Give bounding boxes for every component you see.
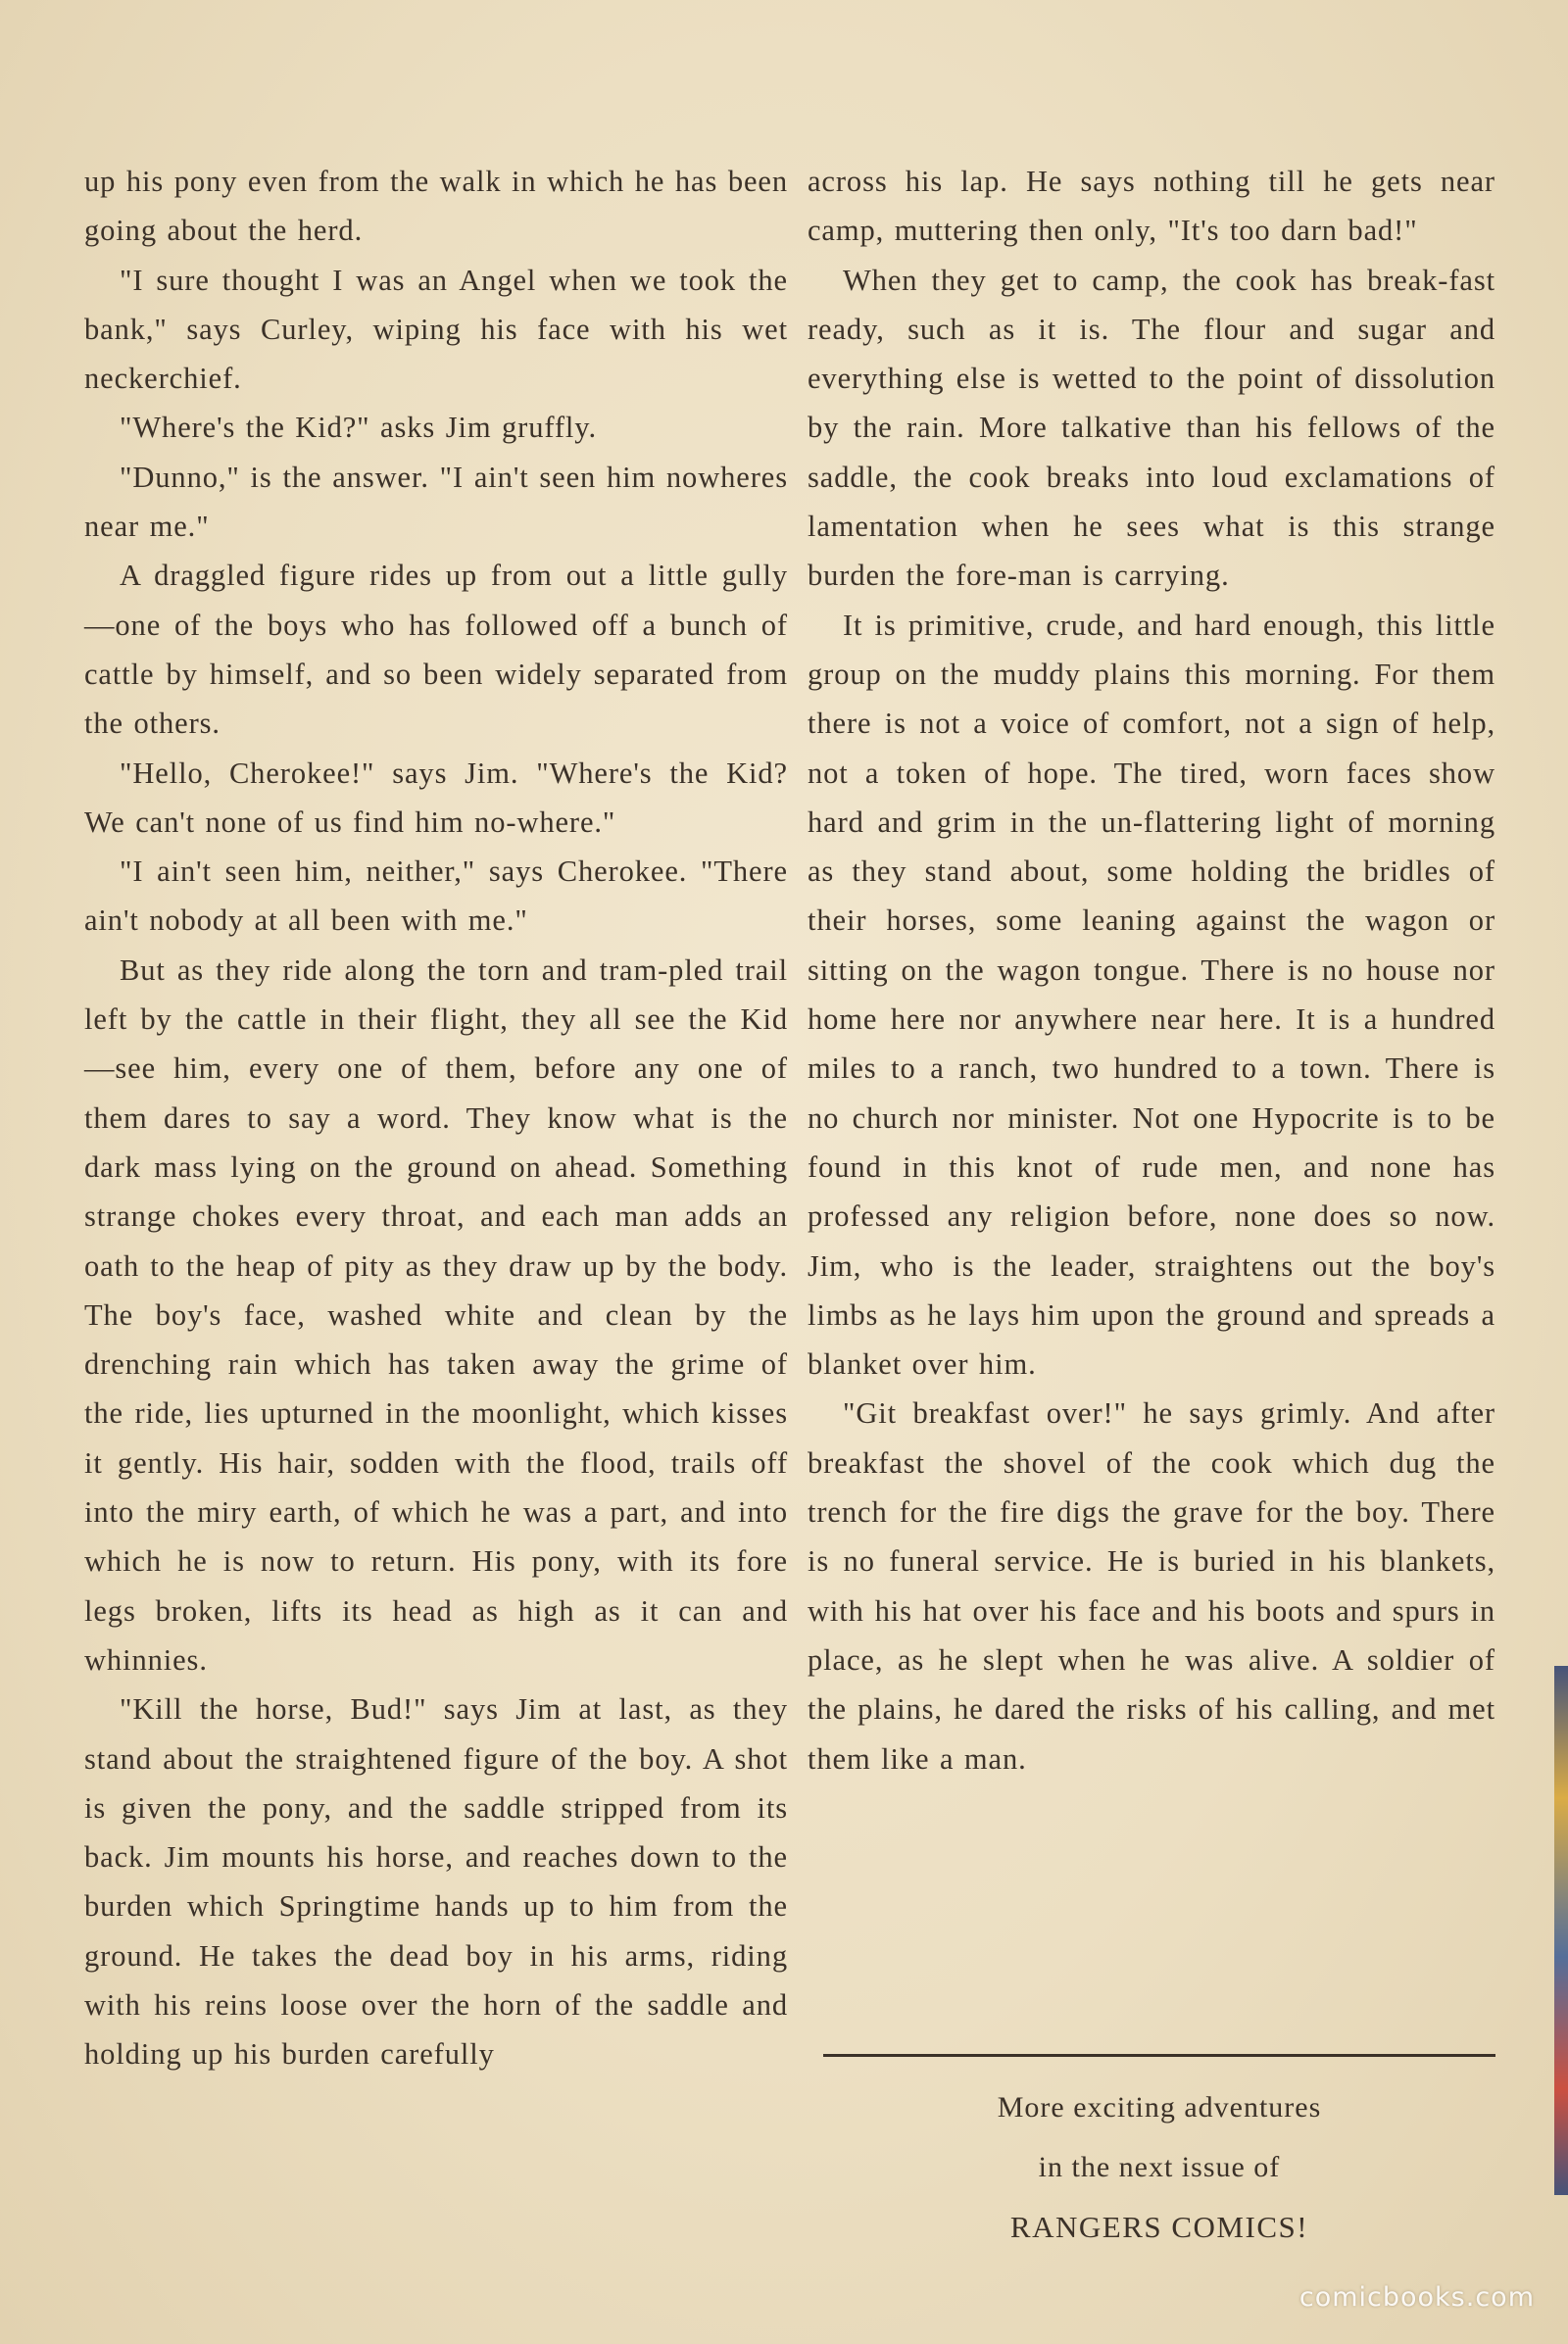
paragraph: "I ain't seen him, neither," says Cherokee. "There ain't nobody at all been with me."	[84, 855, 788, 938]
teaser-line: More exciting adventures	[997, 2091, 1322, 2124]
paragraph: "Hello, Cherokee!" says Jim. "Where's the Kid? We can't none of us find him no-where."	[84, 756, 788, 839]
watermark-text: comicbooks.com	[1298, 2282, 1535, 2313]
left-text-column	[84, 157, 788, 2079]
paragraph: "Dunno," is the answer. "I ain't seen him nowheres near me."	[84, 460, 788, 544]
paragraph: across his lap. He says nothing till he gets near camp, muttering then only, "It's too darn bad!"	[808, 165, 1495, 248]
adjacent-page-edge	[1554, 1666, 1568, 2195]
paragraph: "I sure thought I was an Angel when we took the bank," says Curley, wiping his face with his wet neckerchief.	[84, 263, 788, 396]
paragraph: But as they ride along the torn and tram-pled trail left by the cattle in their flight, they all see the Kid—see him, every one of them, before any one of them dares to say a word. They know what is the dark mass lying on the ground on ahead. Something strange chokes every throat, and each man adds an oath to the heap of pity as they draw up by the body. The boy's face, washed white and clean by the drenching rain which has taken away the grime of the ride, lies upturned in the moonlight, which kisses it gently. His hair, sodden with the flood, trails off into the miry earth, of which he was a part, and into which he is now to return. His pony, with its fore legs broken, lifts its head as high as it can and whinnies.	[84, 952, 788, 1677]
right-text-column	[808, 157, 1495, 1783]
paragraph: "Where's the Kid?" asks Jim gruffly.	[120, 411, 597, 445]
paragraph: up his pony even from the walk in which he has been going about the herd.	[84, 165, 788, 248]
paragraph: When they get to camp, the cook has break-fast ready, such as it is. The flour and sugar and everything else is wetted to the point of dissolution by the rain. More talkative than his fellows of the saddle, the cook breaks into loud exclamations of lamentation when he sees what is this strange burden the fore-man is carrying.	[808, 263, 1495, 593]
teaser-title: RANGERS COMICS!	[1009, 2210, 1309, 2244]
paragraph: It is primitive, crude, and hard enough, this little group on the muddy plains this morning. For them there is not a voice of comfort, not a sign of help, not a token of hope. The tired, worn faces show hard and grim in the un-flattering light of morning as they stand about, some holding the bridles of their horses, some leaning against the wagon or sitting on the wagon tongue. There is no house nor home here nor anywhere near here. It is a hundred miles to a ranch, two hundred to a town. There is no church nor minister. Not one Hypocrite is to be found in this knot of rude men, and none has professed any religion before, none does so now. Jim, who is the leader, straightens out the boy's limbs as he lays him upon the ground and spreads a blanket over him.	[808, 608, 1495, 1382]
paragraph: "Kill the horse, Bud!" says Jim at last, as they stand about the straightened figure of the boy. A shot is given the pony, and the saddle stripped from its back. Jim mounts his horse, and reaches down to the burden which Springtime hands up to him from the ground. He takes the dead boy in his arms, riding with his reins loose over the horn of the saddle and holding up his burden carefully	[84, 1692, 788, 2072]
section-divider	[823, 2054, 1495, 2057]
teaser-line: in the next issue of	[1038, 2151, 1281, 2183]
paragraph: "Git breakfast over!" he says grimly. And after breakfast the shovel of the cook which dug the trench for the fire digs the grave for the boy. There is no funeral service. He is buried in his blankets, with his hat over his face and his boots and spurs in place, as he slept when he was alive. A soldier of the plains, he dared the risks of his calling, and met them like a man.	[808, 1396, 1495, 1776]
paragraph: A draggled figure rides up from out a little gully—one of the boys who has followed off a bunch of cattle by himself, and so been widely separated from the others.	[84, 559, 788, 741]
next-issue-teaser	[823, 2077, 1495, 2257]
